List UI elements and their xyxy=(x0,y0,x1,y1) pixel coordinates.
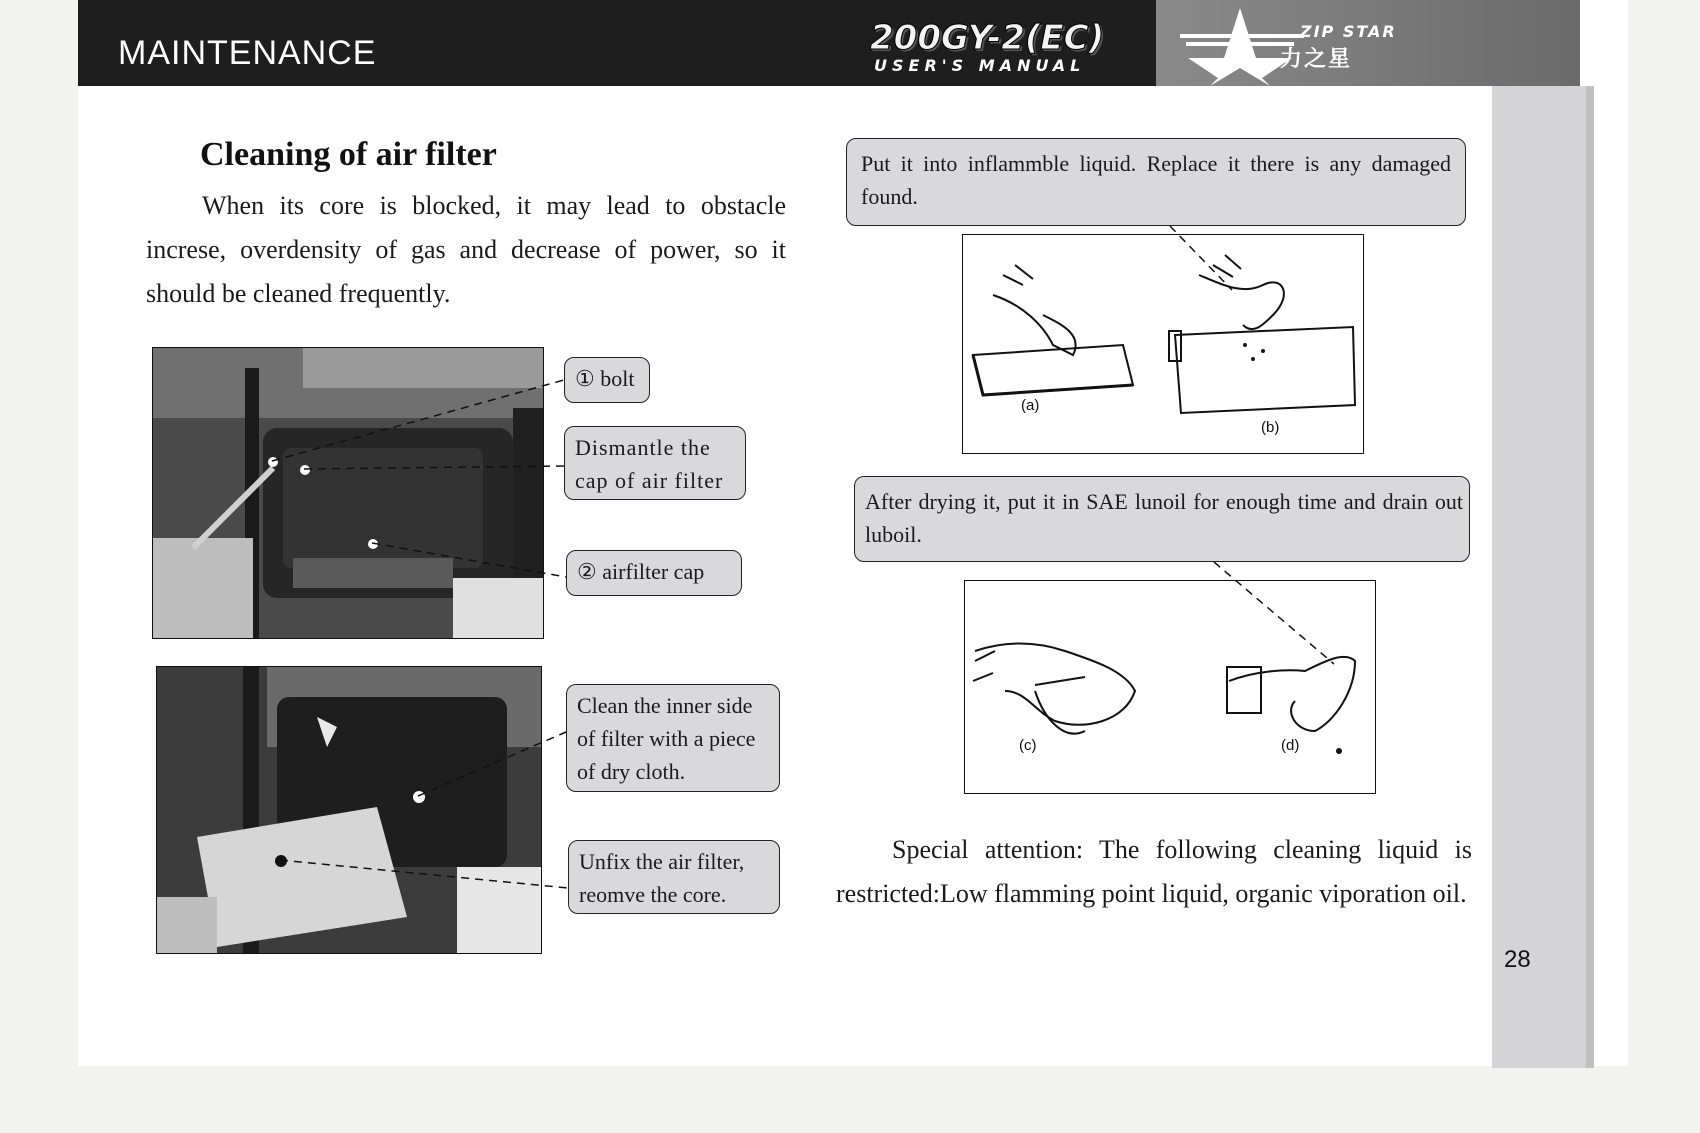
model-logo: 200GY-2(EC) xyxy=(870,18,1105,58)
drawing-oil-squeeze xyxy=(964,580,1376,794)
callout-bolt: ① bolt xyxy=(564,357,650,403)
soak-wring-illustration xyxy=(963,235,1363,453)
brand-name-zh: 力之星 xyxy=(1280,47,1353,72)
page-number: 28 xyxy=(1504,946,1531,973)
figure-label-d: (d) xyxy=(1281,737,1300,754)
figure-label-c: (c) xyxy=(1019,737,1037,754)
section-heading: MAINTENANCE xyxy=(118,34,377,72)
engine-photo-1-image xyxy=(153,348,543,638)
brand-panel xyxy=(1156,0,1580,86)
page-edge xyxy=(1586,86,1594,1068)
oil-squeeze-illustration xyxy=(965,581,1375,793)
star-logo-icon xyxy=(1156,0,1580,86)
section-title: Cleaning of air filter xyxy=(200,136,497,173)
callout-clean-filter: Clean the inner side of filter with a piece of dry cloth. xyxy=(566,684,780,792)
engine-photo-1 xyxy=(152,347,544,639)
step-1-box: Put it into inflammble liquid. Replace it there is any damaged found. xyxy=(846,138,1466,226)
callout-unfix-filter: Unfix the air filter, reomve the core. xyxy=(568,840,780,914)
engine-photo-2-image xyxy=(157,667,541,953)
special-attention-paragraph: Special attention: The following cleaning liquid is restricted:Low flamming point liquid, organic viporation oil. xyxy=(836,835,1472,908)
brand-name-en: ZIP STAR xyxy=(1300,22,1397,41)
drawing-soak-wring xyxy=(962,234,1364,454)
callout-dismantle-cap: Dismantle the cap of air filter xyxy=(564,426,746,500)
figure-label-b: (b) xyxy=(1261,419,1280,436)
manual-label: USER'S MANUAL xyxy=(874,56,1086,75)
callout-airfilter-cap: ② airfilter cap xyxy=(566,550,742,596)
engine-photo-2 xyxy=(156,666,542,954)
step-2-box: After drying it, put it in SAE lunoil for enough time and drain out luboil. xyxy=(854,476,1470,562)
page-tab-sidebar xyxy=(1492,86,1586,1068)
figure-label-a: (a) xyxy=(1021,397,1040,414)
intro-paragraph: When its core is blocked, it may lead to obstacle increse, overdensity of gas and decrease of power, so it should be cleaned frequently. xyxy=(146,191,786,308)
